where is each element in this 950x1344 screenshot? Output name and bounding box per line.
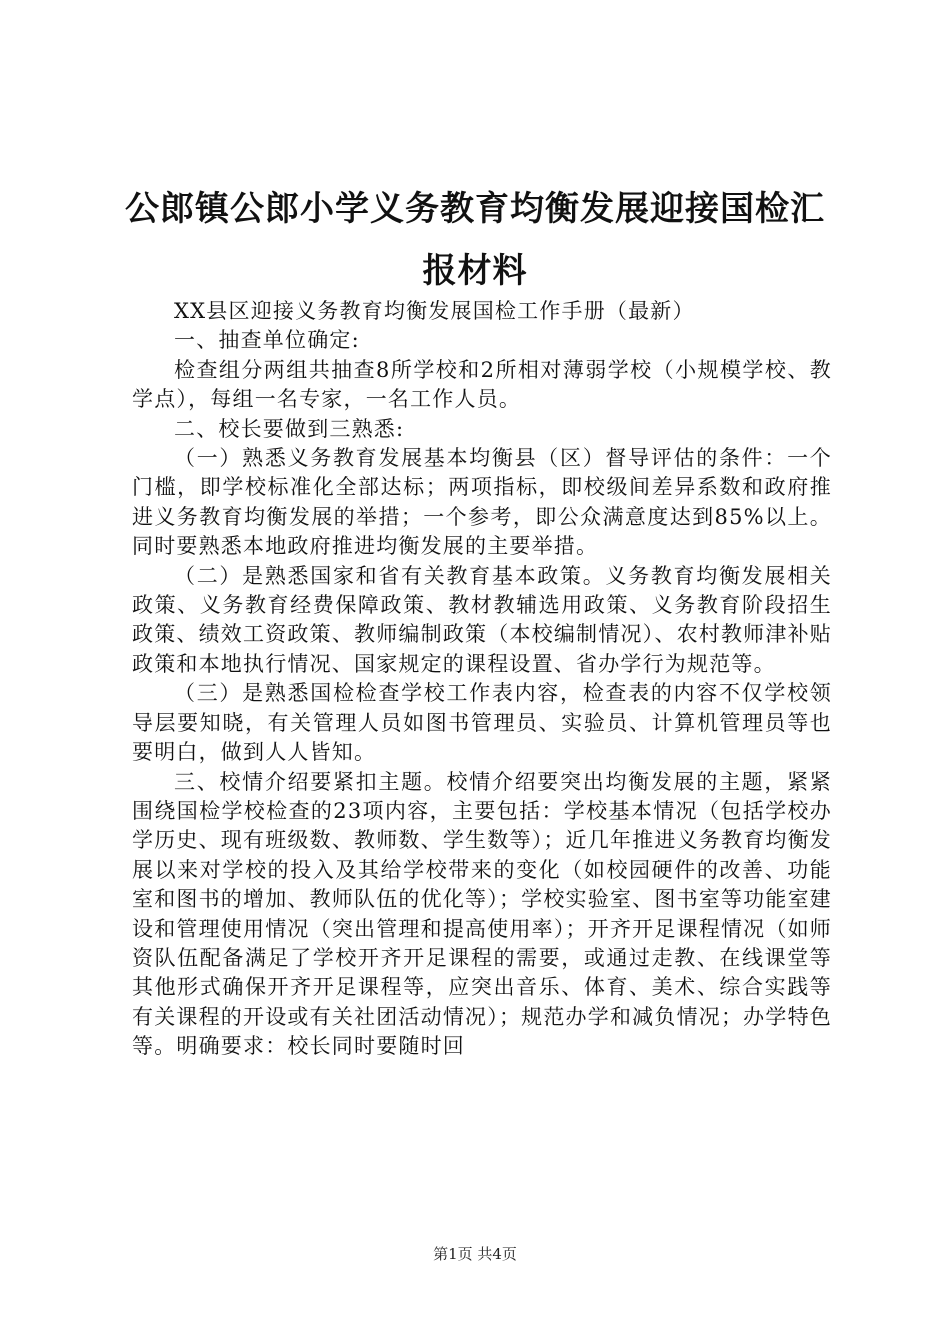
paragraph-familiar-3: （三）是熟悉国检检查学校工作表内容，检查表的内容不仅学校领导层要知晓，有关管理人员如图书管理员、实验员、计算机管理员等也要明白，做到人人皆知。 [132, 681, 832, 765]
document-body [132, 297, 832, 1062]
paragraph-inspection-units: 检查组分两组共抽查8所学校和2所相对薄弱学校（小规模学校、教学点），每组一名专家，一名工作人员。 [132, 357, 832, 412]
document-title: 公郎镇公郎小学义务教育均衡发展迎接国检汇报材料 [125, 189, 825, 291]
section-heading-1: 一、抽查单位确定: [174, 328, 360, 353]
paragraph-familiar-2: （二）是熟悉国家和省有关教育基本政策。义务教育均衡发展相关政策、义务教育经费保障政策、教材教辅选用政策、义务教育阶段招生政策、绩效工资政策、教师编制政策（本校编制情况）、农村教师津补贴政策和本地执行情况、国家规定的课程设置、省办学行为规范等。 [132, 563, 832, 676]
paragraph-familiar-1: （一）熟悉义务教育发展基本均衡县（区）督导评估的条件：一个门槛，即学校标准化全部达标；两项指标，即校级间差异系数和政府推进义务教育均衡发展的举措；一个参考，即公众满意度达到85%以上。同时要熟悉本地政府推进均衡发展的主要举措。 [132, 446, 832, 559]
section-heading-2: 二、校长要做到三熟悉: [174, 416, 405, 441]
paragraph-school-intro: 三、校情介绍要紧扣主题。校情介绍要突出均衡发展的主题，紧紧围绕国检学校检查的23项内容，主要包括：学校基本情况（包括学校办学历史、现有班级数、教师数、学生数等）；近几年推进义务教育均衡发展以来对学校的投入及其给学校带来的变化（如校园硬件的改善、功能室和图书的增加、教师队伍的优化等）；学校实验室、图书室等功能室建设和管理使用情况（突出管理和提高使用率）；开齐开足课程情况（如师资队伍配备满足了学校开齐开足课程的需要，或通过走教、在线课堂等其他形式确保开齐开足课程等，应突出音乐、体育、美术、综合实践等有关课程的开设或有关社团活动情况）；规范办学和减负情况；办学特色等。明确要求：校长同时要随时回 [132, 769, 832, 1059]
page-number-footer: 第1页 共4页 [433, 1245, 517, 1263]
paragraph-handbook-title: XX县区迎接义务教育均衡发展国检工作手册（最新） [174, 299, 695, 323]
